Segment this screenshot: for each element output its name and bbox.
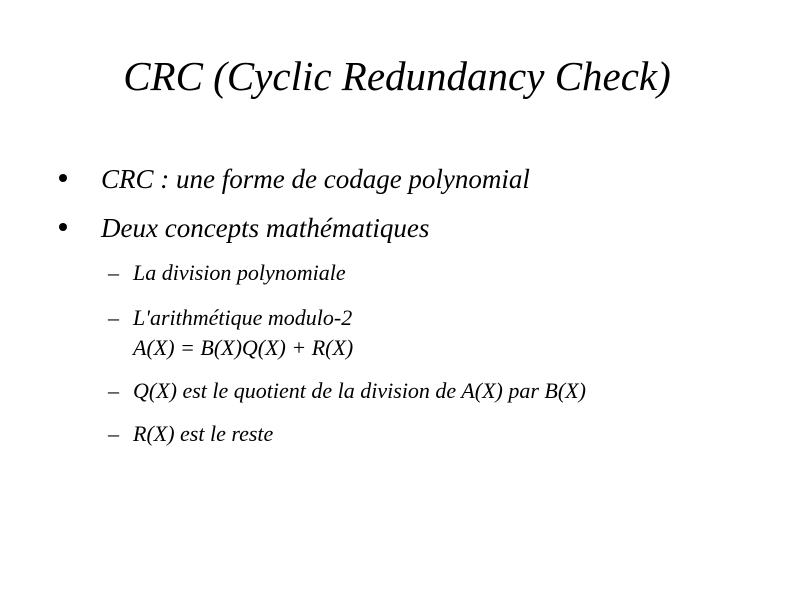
- sub-bullet-text: L'arithmétique modulo-2: [133, 305, 353, 330]
- sub-bullet-item: [0, 419, 794, 449]
- bullet-text: CRC : une forme de codage polynomial: [101, 164, 530, 194]
- dash-icon: –: [108, 378, 119, 403]
- dash-icon: –: [108, 260, 119, 285]
- dash-icon: –: [108, 305, 119, 330]
- slide-title: CRC (Cyclic Redundancy Check): [123, 53, 671, 99]
- formula-text: A(X) = B(X)Q(X) + R(X): [133, 335, 354, 360]
- dash-icon: –: [108, 421, 119, 446]
- sub-bullet-item: [0, 258, 794, 288]
- sub-bullet-text: Q(X) est le quotient de la division de A(X) par B(X): [133, 378, 586, 403]
- bullet-dot-icon: [59, 223, 67, 231]
- sub-bullet-item: [0, 376, 794, 406]
- sub-bullet-text: La division polynomiale: [133, 260, 346, 285]
- sub-bullet-text: R(X) est le reste: [133, 421, 274, 446]
- bullet-dot-icon: [59, 174, 67, 182]
- bullet-text: Deux concepts mathématiques: [101, 213, 430, 243]
- bullet-item: [0, 162, 794, 196]
- bullet-item: [0, 211, 794, 245]
- sub-bullet-item: [0, 303, 794, 363]
